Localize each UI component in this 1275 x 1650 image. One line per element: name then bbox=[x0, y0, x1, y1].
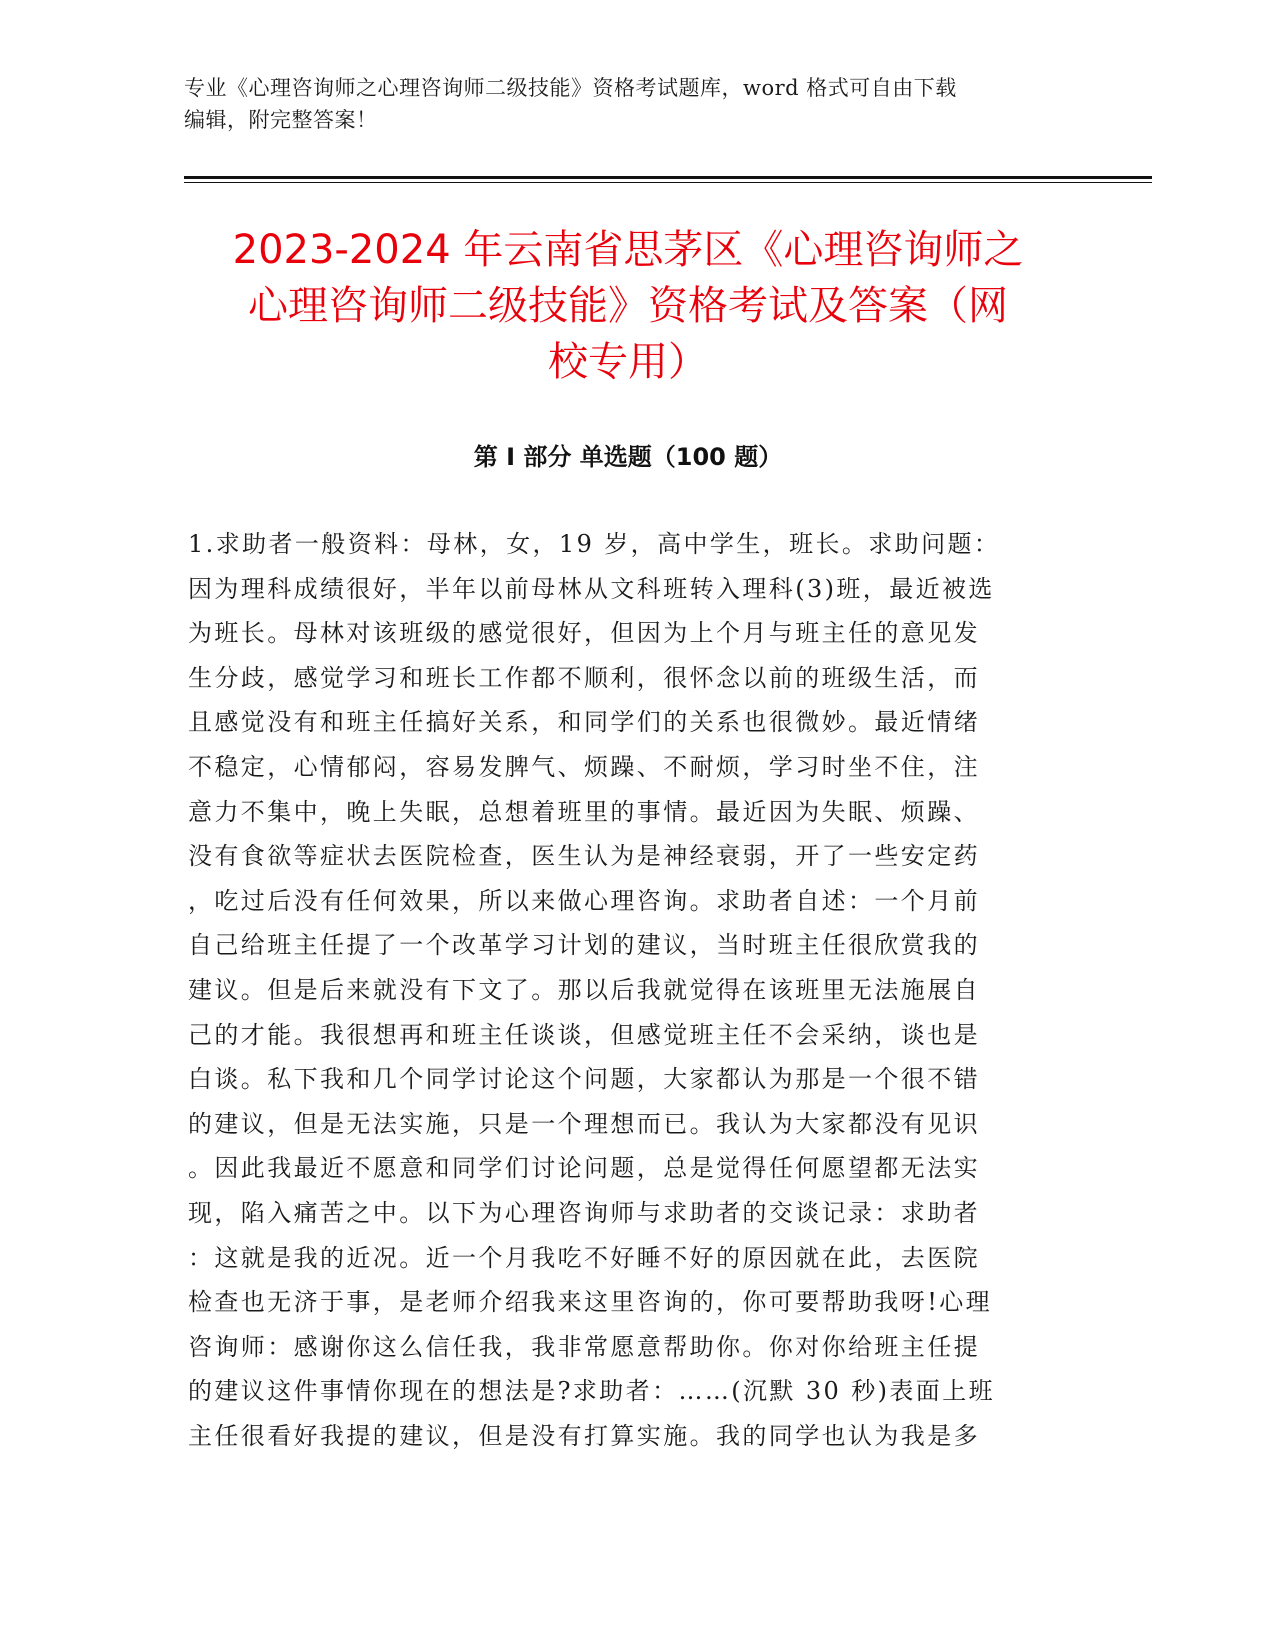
question-line: 建议。但是后来就没有下文了。那以后我就觉得在该班里无法施展自 bbox=[188, 975, 980, 1004]
header-divider-thin bbox=[184, 182, 1152, 183]
question-line: 不稳定，心情郁闷，容易发脾气、烦躁、不耐烦，学习时坐不住，注 bbox=[188, 752, 980, 781]
question-line: 为班长。母林对该班级的感觉很好，但因为上个月与班主任的意见发 bbox=[188, 619, 980, 648]
question-line: 己的才能。我很想再和班主任谈谈，但感觉班主任不会采纳，谈也是 bbox=[188, 1020, 980, 1049]
question-line: 的建议这件事情你现在的想法是?求助者：……(沉默 30 秒)表面上班 bbox=[188, 1377, 995, 1406]
question-line: 没有食欲等症状去医院检查，医生认为是神经衰弱，开了一些安定药 bbox=[188, 842, 980, 871]
question-1-text bbox=[188, 522, 1068, 1458]
question-line: 的建议，但是无法实施，只是一个理想而已。我认为大家都没有见识 bbox=[188, 1109, 980, 1138]
question-line: 因为理科成绩很好，半年以前母林从文科班转入理科(3)班，最近被选 bbox=[188, 574, 995, 603]
section-heading: 第 I 部分 单选题（100 题） bbox=[473, 443, 783, 471]
question-line: 。因此我最近不愿意和同学们讨论问题，总是觉得任何愿望都无法实 bbox=[188, 1154, 980, 1183]
document-title-line-2: 心理咨询师二级技能》资格考试及答案（网 bbox=[248, 283, 1008, 329]
document-title-line-1: 2023-2024 年云南省思茅区《心理咨询师之 bbox=[232, 227, 1024, 273]
document-title bbox=[184, 222, 1072, 390]
header-note-line-1: 专业《心理咨询师之心理咨询师二级技能》资格考试题库，word 格式可自由下载 bbox=[184, 76, 957, 100]
question-line: ，吃过后没有任何效果，所以来做心理咨询。求助者自述：一个月前 bbox=[188, 886, 980, 915]
question-line: 1.求助者一般资料：母林，女，19 岁，高中学生，班长。求助问题： bbox=[188, 530, 1001, 558]
document-title-line-3: 校专用） bbox=[548, 339, 708, 385]
question-line: 咨询师：感谢你这么信任我，我非常愿意帮助你。你对你给班主任提 bbox=[188, 1332, 980, 1361]
question-line: 白谈。私下我和几个同学讨论这个问题，大家都认为那是一个很不错 bbox=[188, 1065, 980, 1094]
question-line: 主任很看好我提的建议，但是没有打算实施。我的同学也认为我是多 bbox=[188, 1421, 980, 1450]
question-line: 自己给班主任提了一个改革学习计划的建议，当时班主任很欣赏我的 bbox=[188, 931, 980, 960]
question-line: 生分歧，感觉学习和班长工作都不顺利，很怀念以前的班级生活，而 bbox=[188, 663, 980, 692]
question-line: 现，陷入痛苦之中。以下为心理咨询师与求助者的交谈记录：求助者 bbox=[188, 1198, 980, 1227]
question-line: 意力不集中，晚上失眠，总想着班里的事情。最近因为失眠、烦躁、 bbox=[188, 797, 980, 826]
header-divider-thick bbox=[184, 176, 1152, 179]
header-note bbox=[184, 72, 1064, 136]
question-line: 检查也无济于事，是老师介绍我来这里咨询的，你可要帮助我呀!心理 bbox=[188, 1288, 993, 1317]
question-line: 且感觉没有和班主任搞好关系，和同学们的关系也很微妙。最近情绪 bbox=[188, 708, 980, 737]
question-line: ：这就是我的近况。近一个月我吃不好睡不好的原因就在此，去医院 bbox=[188, 1243, 980, 1272]
header-note-line-2: 编辑，附完整答案！ bbox=[184, 108, 378, 132]
